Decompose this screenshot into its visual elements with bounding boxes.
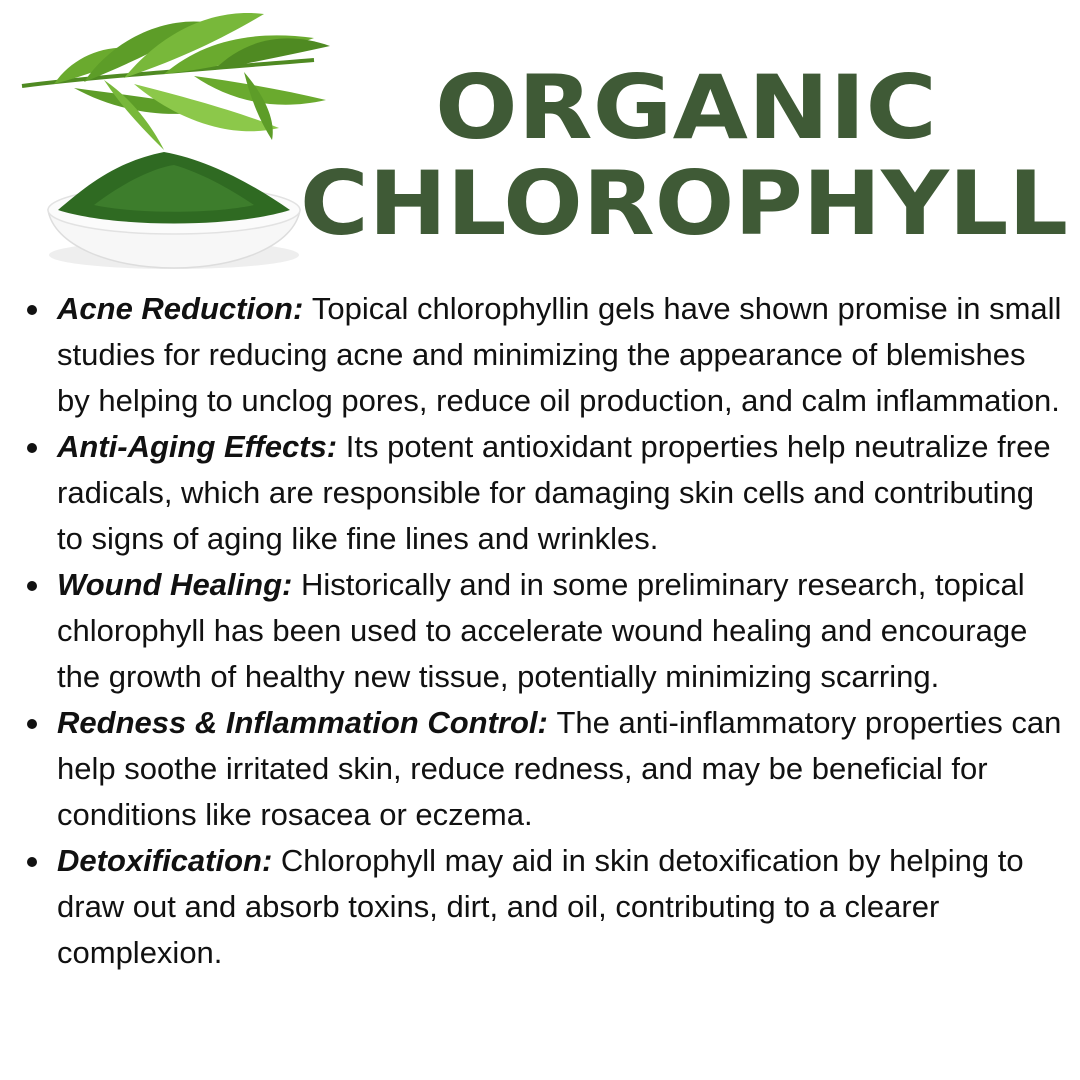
benefit-heading: Anti-Aging Effects: (57, 429, 346, 464)
bullet-icon (27, 857, 37, 867)
seaweed-icon (22, 13, 330, 150)
benefit-heading: Wound Healing: (57, 567, 301, 602)
benefit-item-wound-healing (0, 562, 1080, 700)
benefit-text: Historically and in some preliminary research, topical chlorophyll has been used to accelerate wound healing and encourage the growth of healthy new tissue, potentially minimizing scarring. (57, 567, 1028, 694)
title-line-chlorophyll: CHLOROPHYLL (300, 152, 1068, 252)
benefit-text: Chlorophyll may aid in skin detoxification by helping to draw out and absorb toxins, dirt, and oil, contributing to a clearer complexion. (57, 843, 1024, 970)
benefit-heading: Detoxification: (57, 843, 281, 878)
bullet-icon (27, 305, 37, 315)
benefit-item-acne-reduction (0, 286, 1080, 424)
benefits-list (0, 286, 1080, 976)
benefit-text: The anti-inflammatory properties can help soothe irritated skin, reduce redness, and may be beneficial for conditions like rosacea or eczema. (57, 705, 1062, 832)
benefit-heading: Redness & Inflammation Control: (57, 705, 557, 740)
benefit-item-detoxification (0, 838, 1080, 976)
benefit-item-anti-aging (0, 424, 1080, 562)
page-title (298, 62, 1080, 252)
benefit-item-redness-control (0, 700, 1080, 838)
seaweed-powder-image (14, 0, 334, 285)
title-line-organic: ORGANIC (435, 62, 937, 159)
benefit-text: Topical chlorophyllin gels have shown promise in small studies for reducing acne and minimizing the appearance of blemishes by helping to unclog pores, reduce oil production, and calm inflammation. (57, 291, 1062, 418)
benefit-text: Its potent antioxidant properties help neutralize free radicals, which are responsible for damaging skin cells and contributing to signs of aging like fine lines and wrinkles. (57, 429, 1051, 556)
bullet-icon (27, 443, 37, 453)
powder-bowl-icon (48, 152, 300, 269)
bullet-icon (27, 719, 37, 729)
benefit-heading: Acne Reduction: (57, 291, 312, 326)
bullet-icon (27, 581, 37, 591)
